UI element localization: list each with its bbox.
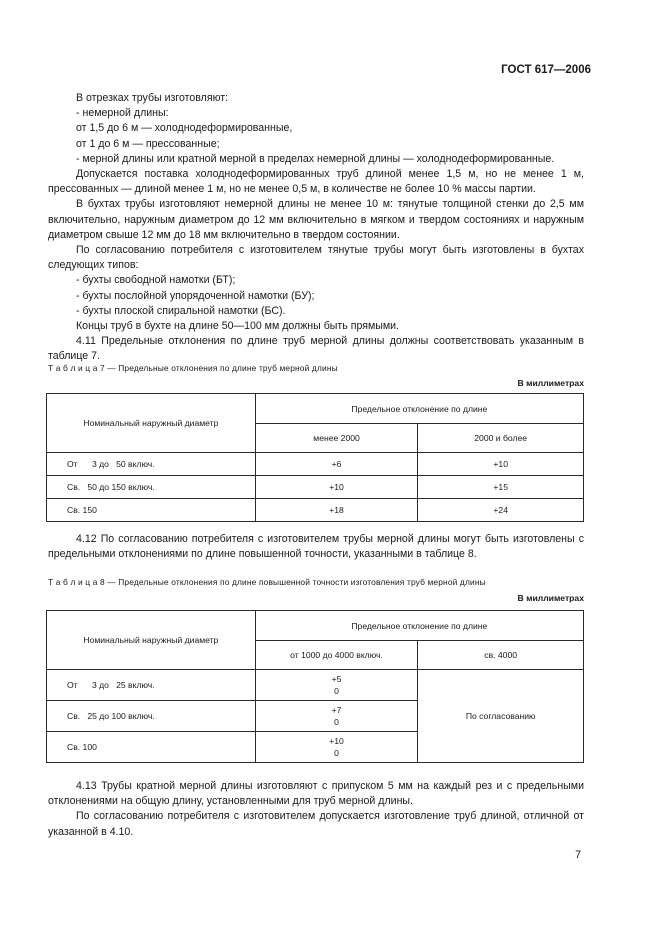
cell-merged-by-agreement: По согласованию — [418, 670, 584, 763]
list-item: - немерной длины: — [76, 107, 169, 120]
cell-value — [255, 701, 418, 732]
table7-caption: Т а б л и ц а 7 — Предельные отклонения по длине труб мерной длины — [48, 363, 338, 373]
cell-diameter: От 3 до 50 включ. — [47, 453, 256, 476]
value-lower: 0 — [334, 748, 339, 758]
cell-value: +10 — [255, 476, 418, 499]
paragraph: Концы труб в бухте на длине 50—100 мм должны быть прямыми. — [76, 320, 399, 333]
header-col-b: св. 4000 — [418, 641, 584, 670]
value-upper: +7 — [331, 705, 342, 715]
paragraph-4-13-block — [48, 779, 584, 840]
list-item: - бухты свободной намотки (БТ); — [76, 274, 236, 287]
table-row — [47, 476, 584, 499]
cell-value: +10 — [418, 453, 584, 476]
cell-value — [255, 670, 418, 701]
table7-unit: В миллиметрах — [517, 378, 584, 388]
header-col-a: от 1000 до 4000 включ. — [255, 641, 418, 670]
cell-value: +18 — [255, 499, 418, 522]
cell-value — [255, 732, 418, 763]
list-item: от 1,5 до 6 м — холоднодеформированные, — [76, 122, 293, 135]
cell-diameter: Св. 25 до 100 включ. — [47, 701, 256, 732]
value-upper: +10 — [329, 736, 344, 746]
value-lower: 0 — [334, 717, 339, 727]
text-block-lengths — [48, 91, 584, 365]
paragraph-4-12-block — [48, 532, 584, 562]
header-col-a: менее 2000 — [255, 424, 418, 453]
header-diameter: Номинальный наружный диаметр — [47, 611, 256, 670]
table-7 — [46, 393, 584, 522]
list-item: - мерной длины или кратной мерной в пределах немерной длины — холоднодеформированные. — [76, 152, 555, 165]
cell-value: +6 — [255, 453, 418, 476]
table-row — [47, 670, 584, 701]
list-item: - бухты послойной упорядоченной намотки (БУ); — [76, 289, 315, 302]
table-row — [47, 499, 584, 522]
paragraph-4-12: 4.12 По согласованию потребителя с изготовителем трубы мерной длины могут быть изготовлены с предельными отклонениями по длине повышенной точности, указанными в таблице 8. — [48, 533, 584, 561]
header-deviation: Предельное отклонение по длине — [255, 394, 583, 424]
paragraph: По согласованию потребителя с изготовителем допускается изготовление труб длиной, отличной от указанной в 4.10. — [48, 810, 584, 838]
list-item: - бухты плоской спиральной намотки (БС). — [76, 304, 286, 317]
header-col-b: 2000 и более — [418, 424, 584, 453]
header-deviation: Предельное отклонение по длине — [255, 611, 583, 641]
list-item: от 1 до 6 м — прессованные; — [76, 137, 220, 150]
value-upper: +5 — [331, 674, 342, 684]
paragraph: По согласованию потребителя с изготовителем тянутые трубы могут быть изготовлены в бухтах следующих типов: — [48, 244, 584, 272]
cell-value: +15 — [418, 476, 584, 499]
paragraph: В отрезках трубы изготовляют: — [76, 92, 229, 104]
cell-diameter: Св. 100 — [47, 732, 256, 763]
cell-value: +24 — [418, 499, 584, 522]
paragraph-4-11: 4.11 Предельные отклонения по длине труб мерной длины должны соответствовать указанным в таблице 7. — [48, 335, 584, 363]
paragraph: В бухтах трубы изготовляют немерной длины не менее 10 м: тянутые толщиной стенки до 2,5 мм включительно, наружным диаметром до 12 мм включительно в мягком и твердом состояниях и наружным диаметром свыше 12 мм до 18 мм включительно в твердом состоянии. — [48, 198, 584, 241]
document-header: ГОСТ 617—2006 — [501, 64, 591, 76]
cell-diameter: От 3 до 25 включ. — [47, 670, 256, 701]
value-lower: 0 — [334, 686, 339, 696]
table-row — [47, 453, 584, 476]
table8-unit: В миллиметрах — [517, 593, 584, 603]
page-number: 7 — [575, 849, 581, 861]
cell-diameter: Св. 150 — [47, 499, 256, 522]
paragraph-4-13: 4.13 Трубы кратной мерной длины изготовляют с припуском 5 мм на каждый рез и с предельными отклонениями на общую длину, установленными для труб мерной длины. — [48, 780, 584, 808]
paragraph: Допускается поставка холоднодеформированных труб длиной менее 1,5 м, но не менее 1 м, прессованных — длиной менее 1 м, но не менее 0,5 м, в количестве не более 10 % массы партии. — [48, 168, 584, 196]
table-8 — [46, 610, 584, 763]
table8-caption: Т а б л и ц а 8 — Предельные отклонения по длине повышенной точности изготовления труб мерной длины — [48, 577, 486, 587]
cell-diameter: Св. 50 до 150 включ. — [47, 476, 256, 499]
header-diameter: Номинальный наружный диаметр — [47, 394, 256, 453]
